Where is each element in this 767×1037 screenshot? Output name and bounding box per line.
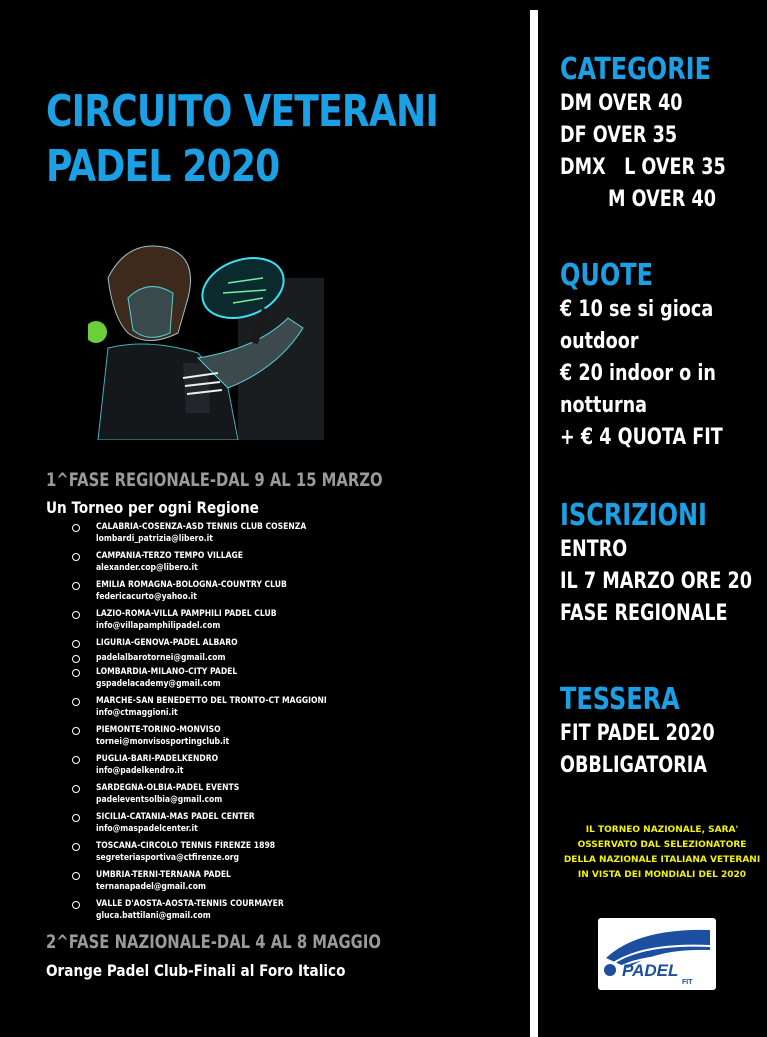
list-item (72, 521, 512, 550)
bullet-icon (72, 553, 80, 561)
region-club: CAMPANIA-TERZO TEMPO VILLAGE (96, 551, 244, 561)
bullet-icon (72, 843, 80, 851)
list-item (72, 608, 512, 637)
national-phase-subheading: Orange Padel Club-Finali al Foro Italico (46, 961, 346, 980)
list-item (72, 724, 512, 753)
logo-text: PADEL (622, 961, 679, 980)
region-email[interactable]: alexander.cop@libero.it (96, 563, 198, 573)
region-club: LAZIO-ROMA-VILLA PAMPHILI PADEL CLUB (96, 609, 277, 619)
iscrizioni-section (560, 498, 760, 630)
bullet-icon (72, 785, 80, 793)
bullet-icon (72, 698, 80, 706)
region-email[interactable]: info@padelkendro.it (96, 766, 184, 776)
regional-phase-subheading: Un Torneo per ogni Regione (46, 498, 259, 517)
bullet-icon (72, 727, 80, 735)
iscrizioni-line: ENTRO (560, 537, 628, 562)
tessera-heading: TESSERA (560, 682, 680, 717)
region-email[interactable]: gluca.battilani@gmail.com (96, 911, 211, 921)
region-club: PIEMONTE-TORINO-MONVISO (96, 725, 221, 735)
bullet-icon (72, 814, 80, 822)
categorie-heading: CATEGORIE (560, 52, 711, 87)
categorie-line: M OVER 40 (608, 187, 716, 212)
quote-line: outdoor (560, 329, 639, 354)
list-item (72, 869, 512, 898)
region-email[interactable]: padelalbarotornei@gmail.com (96, 653, 226, 663)
region-club: PUGLIA-BARI-PADELKENDRO (96, 754, 219, 764)
region-club: TOSCANA-CIRCOLO TENNIS FIRENZE 1898 (96, 841, 276, 851)
logo-subtext: FIT (682, 979, 693, 986)
quote-section (560, 258, 760, 454)
quote-line: € 20 indoor o in (560, 361, 716, 386)
bullet-icon (72, 524, 80, 532)
padel-logo-graphic (598, 918, 716, 990)
region-email[interactable]: gspadelacademy@gmail.com (96, 679, 221, 689)
bullet-icon (72, 756, 80, 764)
bullet-icon (72, 669, 80, 677)
padel-player-image (88, 238, 324, 440)
bullet-icon (72, 655, 80, 663)
region-club: SARDEGNA-OLBIA-PADEL EVENTS (96, 783, 240, 793)
categorie-line: DMX L OVER 35 (560, 155, 726, 180)
region-list (72, 521, 512, 927)
regional-phase-heading: 1^FASE REGIONALE-DAL 9 AL 15 MARZO (46, 469, 383, 491)
region-club: VALLE D'AOSTA-AOSTA-TENNIS COURMAYER (96, 899, 284, 909)
list-item (72, 579, 512, 608)
list-item (72, 666, 512, 695)
region-email[interactable]: segreteriasportiva@ctfirenze.org (96, 853, 240, 863)
list-item (72, 840, 512, 869)
list-item (72, 637, 512, 652)
list-item (72, 782, 512, 811)
list-item (72, 898, 512, 927)
region-email[interactable]: info@maspadelcenter.it (96, 824, 198, 834)
iscrizioni-line: IL 7 MARZO ORE 20 (560, 569, 752, 594)
region-email[interactable]: federicacurto@yahoo.it (96, 592, 197, 602)
region-email[interactable]: padeleventsolbia@gmail.com (96, 795, 223, 805)
region-club: LOMBARDIA-MILANO-CITY PADEL (96, 667, 238, 677)
region-club: EMILIA ROMAGNA-BOLOGNA-COUNTRY CLUB (96, 580, 287, 590)
poster-title-line-2: PADEL 2020 (46, 141, 280, 192)
list-item (72, 652, 512, 666)
list-item (72, 753, 512, 782)
quote-line: + € 4 QUOTA FIT (560, 425, 723, 450)
categorie-section (560, 52, 760, 216)
bullet-icon (72, 582, 80, 590)
list-item (72, 811, 512, 840)
tessera-section (560, 682, 760, 782)
list-item (72, 550, 512, 579)
iscrizioni-heading: ISCRIZIONI (560, 498, 707, 533)
region-club: MARCHE-SAN BENEDETTO DEL TRONTO-CT MAGGIONI (96, 696, 327, 706)
iscrizioni-line: FASE REGIONALE (560, 601, 728, 626)
categorie-line: DM OVER 40 (560, 91, 683, 116)
quote-line: notturna (560, 393, 648, 418)
column-divider (530, 10, 538, 1037)
bullet-icon (72, 611, 80, 619)
national-phase-heading: 2^FASE NAZIONALE-DAL 4 AL 8 MAGGIO (46, 931, 381, 953)
region-club: SICILIA-CATANIA-MAS PADEL CENTER (96, 812, 255, 822)
region-email[interactable]: info@villapamphilipadel.com (96, 621, 221, 631)
region-club: LIGURIA-GENOVA-PADEL ALBARO (96, 638, 238, 648)
poster-title (46, 84, 438, 194)
tessera-line: FIT PADEL 2020 (560, 721, 715, 746)
list-item (72, 695, 512, 724)
bullet-icon (72, 640, 80, 648)
tessera-line: OBBLIGATORIA (560, 753, 707, 778)
bullet-icon (72, 901, 80, 909)
region-email[interactable]: ternanapadel@gmail.com (96, 882, 206, 892)
region-email[interactable]: lombardi_patrizia@libero.it (96, 534, 213, 544)
region-club: CALABRIA-COSENZA-ASD TENNIS CLUB COSENZA (96, 522, 307, 532)
bullet-icon (72, 872, 80, 880)
national-tournament-note: IL TORNEO NAZIONALE, SARA' OSSERVATO DAL SELEZIONATORE DELLA NAZIONALE ITALIANA VETERANI IN VISTA DEI MONDIALI DEL 2020 (563, 825, 761, 880)
region-email[interactable]: tornei@monvisosportingclub.it (96, 737, 230, 747)
quote-line: € 10 se si gioca (560, 297, 714, 322)
region-email[interactable]: info@ctmaggioni.it (96, 708, 178, 718)
padel-logo (598, 918, 716, 990)
poster-title-line-1: CIRCUITO VETERANI (46, 86, 438, 137)
categorie-line: DF OVER 35 (560, 123, 678, 148)
quote-heading: QUOTE (560, 258, 654, 293)
region-club: UMBRIA-TERNI-TERNANA PADEL (96, 870, 231, 880)
